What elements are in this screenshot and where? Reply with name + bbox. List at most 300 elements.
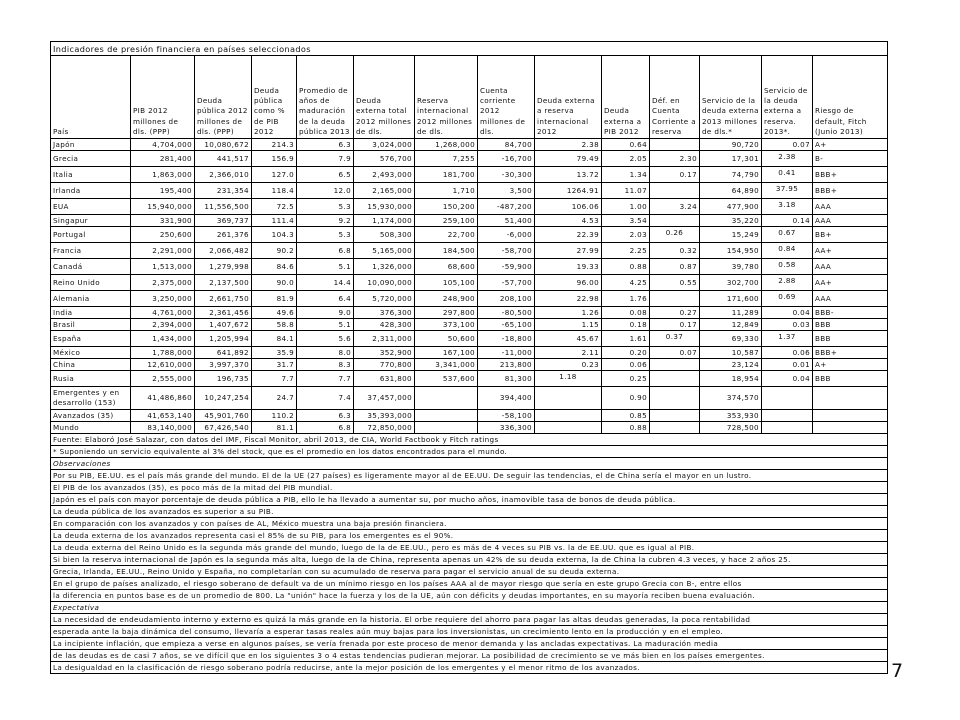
country-cell: Irlanda [51, 183, 131, 199]
table-cell: 84,700 [478, 139, 535, 151]
table-cell: 3,250,000 [131, 291, 195, 307]
table-cell [478, 331, 535, 347]
table-cell: 111.4 [252, 215, 297, 227]
table-cell: 83,140,000 [131, 422, 195, 434]
column-header: País [51, 56, 131, 139]
table-cell: 1.00 [602, 199, 650, 215]
country-cell: Italia [51, 167, 131, 183]
table-cell: 259,100 [415, 215, 478, 227]
table-cell: 0.58 [762, 259, 813, 275]
table-cell: 374,570 [700, 387, 762, 410]
table-cell: 261,376 [195, 227, 252, 243]
table-row [51, 387, 888, 410]
table-cell: 0.84 [762, 243, 813, 259]
table-cell: 118.4 [252, 183, 297, 199]
table-cell: 127.0 [252, 167, 297, 183]
table-cell: 35.9 [252, 347, 297, 359]
table-cell: 2,165,000 [354, 183, 415, 199]
table-cell: 0.32 [650, 243, 700, 259]
negative-sign: - [496, 201, 500, 211]
table-row [51, 410, 888, 422]
table-cell: 154,950 [700, 243, 762, 259]
table-cell [650, 387, 700, 410]
table-cell: BBB+ [813, 347, 888, 359]
table-row [51, 422, 888, 434]
table-cell: 331,900 [131, 215, 195, 227]
table-row [51, 227, 888, 243]
table-cell: 150,200 [415, 199, 478, 215]
table-cell: 641,892 [195, 347, 252, 359]
table-cell [650, 215, 700, 227]
column-header: Deuda externa a reserva internacional 2012 [535, 56, 602, 139]
table-cell [415, 422, 478, 434]
table-cell: 15,940,000 [131, 199, 195, 215]
table-cell: 22,700 [415, 227, 478, 243]
table-cell: 376,300 [354, 307, 415, 319]
table-cell: A+ [813, 139, 888, 151]
table-cell: 631,800 [354, 371, 415, 387]
cell-value: 30,300 [504, 169, 532, 179]
table-row [51, 371, 888, 387]
table-row [51, 139, 888, 151]
table-cell: 3.54 [602, 215, 650, 227]
table-cell: 45.67 [535, 331, 602, 347]
table-cell: 302,700 [700, 275, 762, 291]
table-cell: 9.0 [297, 307, 354, 319]
table-cell: 2.03 [602, 227, 650, 243]
country-cell: Grecia [51, 151, 131, 167]
table-cell: 353,930 [700, 410, 762, 422]
financial-indicators-table [50, 41, 888, 674]
table-cell: AAA [813, 199, 888, 215]
cell-value: 65,100 [504, 319, 532, 329]
table-cell: 394,400 [478, 387, 535, 410]
table-cell: 0.04 [762, 371, 813, 387]
table-cell: 90,720 [700, 139, 762, 151]
table-cell: 7.7 [297, 371, 354, 387]
column-header: Deuda pública como % de PIB 2012 [252, 56, 297, 139]
table-cell: 2,394,000 [131, 319, 195, 331]
table-cell [478, 307, 535, 319]
table-cell [478, 410, 535, 422]
cell-value: 6,000 [509, 229, 532, 239]
table-cell: 2,366,010 [195, 167, 252, 183]
table-cell: 5,165,000 [354, 243, 415, 259]
table-cell: B- [813, 151, 888, 167]
table-cell: 0.87 [650, 259, 700, 275]
table-cell: 6.4 [297, 291, 354, 307]
cell-value: 16,700 [504, 153, 532, 163]
table-cell: 0.64 [602, 139, 650, 151]
table-cell: 184,500 [415, 243, 478, 259]
table-cell: 2,375,000 [131, 275, 195, 291]
table-row [51, 167, 888, 183]
table-cell: 49.6 [252, 307, 297, 319]
table-cell: 1,434,000 [131, 331, 195, 347]
table-cell: 31.7 [252, 359, 297, 371]
observation-line: La deuda externa del Reino Unido es la segunda más grande del mundo, luego de la de EE.UU., pero es más de 4 veces su PIB vs. la de EE.UU. que es igual al PIB. [51, 542, 888, 554]
table-cell: AAA [813, 259, 888, 275]
negative-sign: - [501, 277, 505, 287]
table-cell: 537,600 [415, 371, 478, 387]
cell-value: 80,500 [504, 307, 532, 317]
table-cell: 105,100 [415, 275, 478, 291]
observation-line: Si bien la reserva internacional de Japón es la segunda más alta, luego de la de China, representa apenas un 42% de su deuda externa, la de China la cubren 4.3 veces, y hace 2 años 25. [51, 554, 888, 566]
table-cell: 5.3 [297, 227, 354, 243]
table-cell: 0.20 [602, 347, 650, 359]
table-row [51, 331, 888, 347]
country-cell: Brasil [51, 319, 131, 331]
table-row [51, 275, 888, 291]
negative-sign: - [501, 410, 505, 420]
table-cell: 3.24 [650, 199, 700, 215]
table-cell: 2.38 [535, 139, 602, 151]
table-cell: AAA [813, 215, 888, 227]
observation-line: En comparación con los avanzados y con países de AL, México muestra una baja presión financiera. [51, 518, 888, 530]
negative-sign: - [501, 333, 505, 343]
table-cell: 2,291,000 [131, 243, 195, 259]
table-cell: 3,341,000 [415, 359, 478, 371]
table-cell: 110.2 [252, 410, 297, 422]
table-cell: 5.6 [297, 331, 354, 347]
table-cell: 281,400 [131, 151, 195, 167]
table-cell: BBB [813, 371, 888, 387]
table-cell: 2,361,456 [195, 307, 252, 319]
table-cell: 428,300 [354, 319, 415, 331]
table-cell: 5,720,000 [354, 291, 415, 307]
country-cell: Canadá [51, 259, 131, 275]
table-cell: 0.04 [762, 307, 813, 319]
observation-line: Por su PIB, EE.UU. es el país más grande del mundo. El de la UE (27 países) es ligeramente mayor al de EE.UU. De seguir las tendencias, el de China sería el mayor en un lustro. [51, 470, 888, 482]
table-cell: 576,700 [354, 151, 415, 167]
table-cell [762, 410, 813, 422]
expectation-line: La incipiente inflación, que empieza a verse en algunos países, se vería frenada por este proceso de menor demanda y las ancladas expectativas. La maduración media [51, 638, 888, 650]
table-cell: 27.99 [535, 243, 602, 259]
table-cell [478, 227, 535, 243]
table-cell: 11.07 [602, 183, 650, 199]
country-cell: China [51, 359, 131, 371]
table-cell: 2,137,500 [195, 275, 252, 291]
observation-line: Grecia, Irlanda, EE.UU., Reino Unido y España, no completarían con su acumulado de reserva para pagar el servicio anual de su deuda externa. [51, 566, 888, 578]
table-cell: 17,301 [700, 151, 762, 167]
table-cell: 0.69 [762, 291, 813, 307]
table-cell: 72,850,000 [354, 422, 415, 434]
table-cell: 3,500 [478, 183, 535, 199]
table-cell: 352,900 [354, 347, 415, 359]
table-cell: 6.3 [297, 139, 354, 151]
table-cell: 369,737 [195, 215, 252, 227]
column-header: Reserva internacional 2012 millones de dls. [415, 56, 478, 139]
table-cell: 0.06 [602, 359, 650, 371]
table-cell: 81.1 [252, 422, 297, 434]
table-row [51, 291, 888, 307]
table-cell: 2,555,000 [131, 371, 195, 387]
cell-value: 11,000 [504, 347, 532, 357]
table-cell: 1,710 [415, 183, 478, 199]
table-cell: 214.3 [252, 139, 297, 151]
table-cell: 171,600 [700, 291, 762, 307]
table-cell: 250,600 [131, 227, 195, 243]
table-cell: 0.25 [602, 371, 650, 387]
table-cell: 11,289 [700, 307, 762, 319]
source-note: Fuente: Elaboró José Salazar, con datos del IMF, Fiscal Monitor, abril 2013, de CIA, World Factbook y Fitch ratings [51, 434, 888, 446]
table-cell: 45,901,760 [195, 410, 252, 422]
negative-sign: - [501, 245, 505, 255]
table-cell: 4.53 [535, 215, 602, 227]
table-cell [650, 410, 700, 422]
table-cell: 2.25 [602, 243, 650, 259]
table-cell: 167,100 [415, 347, 478, 359]
table-cell [650, 422, 700, 434]
column-header: Deuda externa a PIB 2012 [602, 56, 650, 139]
table-cell [650, 359, 700, 371]
observation-line: Japón es el país con mayor porcentaje de deuda pública a PIB, ello le ha llevado a aumentar su, por mucho años, inamovible tasa de bonos de deuda pública. [51, 494, 888, 506]
country-cell: EUA [51, 199, 131, 215]
table-cell: 7.7 [252, 371, 297, 387]
table-cell: 81.9 [252, 291, 297, 307]
table-cell: 90.0 [252, 275, 297, 291]
table-cell: 15,930,000 [354, 199, 415, 215]
table-cell: 5.3 [297, 199, 354, 215]
expectation-line: esperada ante la baja dinámica del consumo, llevaría a esperar tasas reales aún muy bajas para los inversionistas, un crecimiento lento en la producción y en el empleo. [51, 626, 888, 638]
country-cell: Rusia [51, 371, 131, 387]
table-cell: 1,205,994 [195, 331, 252, 347]
table-cell: BBB [813, 319, 888, 331]
table-cell: 213,800 [478, 359, 535, 371]
table-cell: 11,556,500 [195, 199, 252, 215]
table-cell: 0.23 [535, 359, 602, 371]
table-cell: 0.06 [762, 347, 813, 359]
table-cell: 1264.91 [535, 183, 602, 199]
column-header: Servicio de la deuda externa a reserva. 2013*. [762, 56, 813, 139]
negative-sign: - [501, 153, 505, 163]
table-cell: 106.06 [535, 199, 602, 215]
table-cell: 37.95 [762, 183, 813, 199]
column-header: Deuda externa total 2012 millones de dls. [354, 56, 415, 139]
table-cell: BB+ [813, 227, 888, 243]
negative-sign: - [501, 169, 505, 179]
table-cell: 4,761,000 [131, 307, 195, 319]
table-cell: BBB- [813, 307, 888, 319]
table-cell: 1,407,672 [195, 319, 252, 331]
table-cell: 196,735 [195, 371, 252, 387]
observation-line: En el grupo de países analizado, el riesgo soberano de default va de un mínimo riesgo en los países AAA al de mayor riesgo que sería en este grupo Grecia con B-, entre ellos [51, 578, 888, 590]
cell-value: 487,200 [499, 201, 532, 211]
table-cell: 12.0 [297, 183, 354, 199]
country-cell: España [51, 331, 131, 347]
country-cell: Emergentes y en desarrollo (153) [51, 387, 131, 410]
table-cell [650, 183, 700, 199]
table-cell: 35,220 [700, 215, 762, 227]
table-cell [650, 371, 700, 387]
cell-value: 57,700 [504, 277, 532, 287]
table-cell: 0.85 [602, 410, 650, 422]
cell-value: 18,800 [504, 333, 532, 343]
table-cell: 0.01 [762, 359, 813, 371]
column-header: Servicio de la deuda externa 2013 millones de dls.* [700, 56, 762, 139]
table-cell: 41,653,140 [131, 410, 195, 422]
table-cell [478, 151, 535, 167]
country-cell: México [51, 347, 131, 359]
table-row [51, 347, 888, 359]
table-title: Indicadores de presión financiera en países seleccionados [51, 42, 888, 56]
country-cell: Alemania [51, 291, 131, 307]
observation-line: la diferencia en puntos base es de un promedio de 800. La "unión" hace la fuerza y los de la UE, aún con déficits y deudas importantes, en su mayoría reciben buena evaluación. [51, 590, 888, 602]
table-cell [535, 422, 602, 434]
table-cell: 37,457,000 [354, 387, 415, 410]
table-cell: 2.11 [535, 347, 602, 359]
table-cell: 12,610,000 [131, 359, 195, 371]
table-cell: 1.76 [602, 291, 650, 307]
observation-line: El PIB de los avanzados (35), es poco más de la mitad del PIB mundial. [51, 482, 888, 494]
column-header: Déf. en Cuenta Corriente a reserva [650, 56, 700, 139]
table-cell: 508,300 [354, 227, 415, 243]
table-cell: 181,700 [415, 167, 478, 183]
table-row [51, 151, 888, 167]
table-cell: 84.6 [252, 259, 297, 275]
country-cell: Reino Unido [51, 275, 131, 291]
table-cell: BBB+ [813, 167, 888, 183]
table-cell: 1,863,000 [131, 167, 195, 183]
table-cell: 13.72 [535, 167, 602, 183]
table-cell: 0.14 [762, 215, 813, 227]
observation-line: La deuda externa de los avanzados representa casi el 85% de su PIB, para los emergentes es el 90%. [51, 530, 888, 542]
table-cell: 72.5 [252, 199, 297, 215]
table-cell [535, 387, 602, 410]
table-row [51, 199, 888, 215]
table-cell [478, 259, 535, 275]
table-cell: 5.1 [297, 259, 354, 275]
table-cell: 74,790 [700, 167, 762, 183]
table-cell: 1.15 [535, 319, 602, 331]
table-cell [415, 387, 478, 410]
table-cell: 7.9 [297, 151, 354, 167]
table-cell [813, 422, 888, 434]
table-cell: AAA [813, 291, 888, 307]
table-cell: 15,249 [700, 227, 762, 243]
table-cell: 0.26 [650, 227, 700, 243]
table-cell: 0.41 [762, 167, 813, 183]
table-cell: 79.49 [535, 151, 602, 167]
table-cell: 2,066,482 [195, 243, 252, 259]
table-cell: 1.34 [602, 167, 650, 183]
table-cell: 0.88 [602, 259, 650, 275]
table-cell: 4.25 [602, 275, 650, 291]
table-cell: 231,354 [195, 183, 252, 199]
table-cell [478, 319, 535, 331]
table-cell: 0.03 [762, 319, 813, 331]
table-cell: 2,493,000 [354, 167, 415, 183]
table-cell: 2,311,000 [354, 331, 415, 347]
table-cell [813, 387, 888, 410]
country-cell: Singapur [51, 215, 131, 227]
table-cell: 0.90 [602, 387, 650, 410]
table-cell: 0.18 [602, 319, 650, 331]
table-cell: 1,279,998 [195, 259, 252, 275]
table-cell: 1,326,000 [354, 259, 415, 275]
table-cell: 84.1 [252, 331, 297, 347]
table-cell [535, 410, 602, 422]
table-cell: 6.8 [297, 243, 354, 259]
table-row [51, 307, 888, 319]
table-cell: 58.8 [252, 319, 297, 331]
table-cell: 14.4 [297, 275, 354, 291]
table-cell [478, 243, 535, 259]
table-cell: 10,080,672 [195, 139, 252, 151]
table-cell: 7,255 [415, 151, 478, 167]
table-cell: BBB [813, 331, 888, 347]
column-header: Riesgo de default, Fitch (Junio 2013) [813, 56, 888, 139]
observation-line: La deuda pública de los avanzados es superior a su PIB. [51, 506, 888, 518]
table-cell: 35,393,000 [354, 410, 415, 422]
table-cell: 96.00 [535, 275, 602, 291]
table-cell: 90.2 [252, 243, 297, 259]
country-cell: India [51, 307, 131, 319]
table-row [51, 243, 888, 259]
table-cell: 5.1 [297, 319, 354, 331]
table-cell: 8.0 [297, 347, 354, 359]
table-cell: BBB+ [813, 183, 888, 199]
table-cell: 2,661,750 [195, 291, 252, 307]
column-header: Deuda pública 2012 millones de dls. (PPP) [195, 56, 252, 139]
table-cell: 0.67 [762, 227, 813, 243]
table-cell: 50,600 [415, 331, 478, 347]
table-cell [415, 410, 478, 422]
table-cell: AA+ [813, 243, 888, 259]
table-cell: 441,517 [195, 151, 252, 167]
table-cell [478, 275, 535, 291]
table-cell: 0.88 [602, 422, 650, 434]
table-cell: 10,090,000 [354, 275, 415, 291]
table-cell: 0.08 [602, 307, 650, 319]
table-cell [762, 422, 813, 434]
table-cell: 39,780 [700, 259, 762, 275]
table-cell: 4,704,000 [131, 139, 195, 151]
table-cell: 69,330 [700, 331, 762, 347]
table-cell [813, 410, 888, 422]
observaciones-heading: Observaciones [51, 458, 888, 470]
table-row [51, 359, 888, 371]
table-cell: 728,500 [700, 422, 762, 434]
country-cell: Avanzados (35) [51, 410, 131, 422]
table-cell: 2.88 [762, 275, 813, 291]
table-cell: 0.55 [650, 275, 700, 291]
table-cell: 9.2 [297, 215, 354, 227]
table-cell: 0.17 [650, 167, 700, 183]
expectation-line: La desigualdad en la clasificación de riesgo soberano podría reducirse, ante la mejor posición de los emergentes y el menor ritmo de los avanzados. [51, 662, 888, 674]
table-cell: 6.8 [297, 422, 354, 434]
table-cell: 51,400 [478, 215, 535, 227]
country-cell: Mundo [51, 422, 131, 434]
footnote: * Suponiendo un servicio equivalente al 3% del stock, que es el promedio en los datos encontrados para el mundo. [51, 446, 888, 458]
table-cell: 1.18 [535, 371, 602, 387]
cell-value: 58,700 [504, 245, 532, 255]
table-cell: 3,997,370 [195, 359, 252, 371]
table-cell: 18,954 [700, 371, 762, 387]
country-cell: Japón [51, 139, 131, 151]
table-cell: 23,124 [700, 359, 762, 371]
table-cell: 64,890 [700, 183, 762, 199]
table-cell: 156.9 [252, 151, 297, 167]
table-cell: 1.61 [602, 331, 650, 347]
table-cell: 770,800 [354, 359, 415, 371]
table-cell: 477,900 [700, 199, 762, 215]
column-header: PIB 2012 millones de dls. (PPP) [131, 56, 195, 139]
table-cell: 8.3 [297, 359, 354, 371]
header-row [51, 56, 888, 139]
table-cell: 0.17 [650, 319, 700, 331]
table-cell: 41,486,860 [131, 387, 195, 410]
